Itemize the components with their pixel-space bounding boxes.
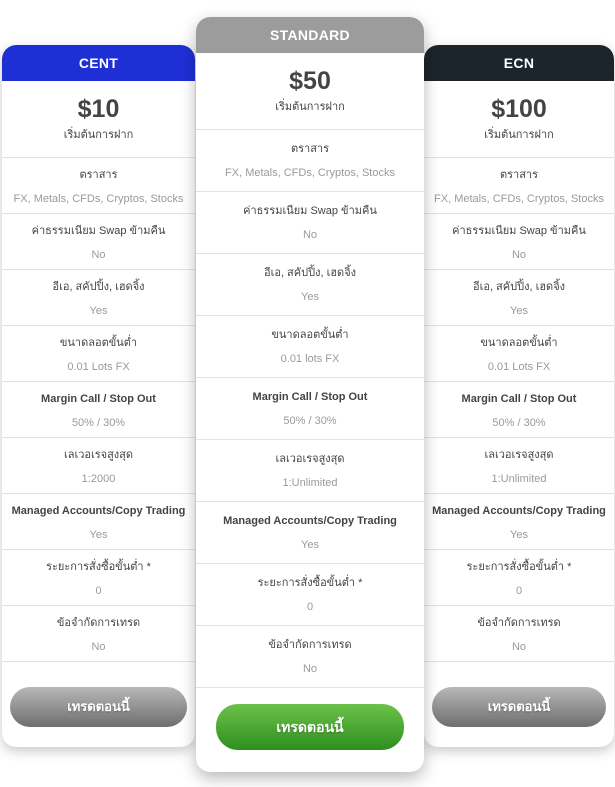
feature-label: ข้อจำกัดการเทรด: [477, 617, 561, 629]
feature-value: No: [511, 641, 527, 653]
feature-label: ขนาดลอตขั้นต่ำ: [271, 329, 349, 341]
feature-row: [2, 550, 195, 606]
feature-value: 0.01 Lots FX: [487, 361, 551, 373]
feature-label: ตราสาร: [79, 169, 118, 181]
pricing-card-standard: [196, 17, 424, 772]
feature-row: [2, 326, 195, 382]
feature-label: ตราสาร: [499, 169, 539, 181]
card-header: CENT: [2, 45, 195, 81]
feature-list: [424, 158, 614, 662]
feature-row: [196, 378, 424, 440]
feature-row: [2, 214, 195, 270]
feature-value: Yes: [89, 305, 108, 317]
feature-row: [196, 316, 424, 378]
pricing-card-cent: [2, 45, 195, 747]
feature-row: [196, 626, 424, 688]
feature-label: อีเอ, สคัปปิ้ง, เฮดจิ้ง: [52, 281, 145, 293]
feature-label: ข้อจำกัดการเทรด: [268, 639, 352, 651]
feature-value: Yes: [301, 291, 319, 303]
feature-row: [424, 606, 614, 662]
price-block: [2, 81, 195, 158]
feature-row: [196, 192, 424, 254]
feature-label: ค่าธรรมเนียม Swap ข้ามคืน: [452, 225, 586, 237]
feature-value: No: [91, 249, 106, 261]
feature-list: [2, 158, 195, 662]
feature-label: เลเวอเรจสูงสุด: [484, 449, 554, 461]
deposit-label: เริ่มต้นการฝาก: [275, 101, 345, 113]
feature-label: ระยะการสั่งซื้อขั้นต่ำ *: [257, 577, 363, 589]
feature-value: FX, Metals, CFDs, Cryptos, Stocks: [13, 193, 184, 205]
price-block: [196, 53, 424, 130]
feature-value: 0.01 lots FX: [280, 353, 340, 365]
feature-value: Yes: [510, 529, 528, 541]
feature-label: ขนาดลอตขั้นต่ำ: [59, 337, 138, 349]
feature-row: [2, 158, 195, 214]
feature-row: [2, 494, 195, 550]
card-header: STANDARD: [196, 17, 424, 53]
feature-row: [196, 564, 424, 626]
feature-label: ระยะการสั่งซื้อขั้นต่ำ *: [46, 561, 151, 573]
feature-value: 1:2000: [81, 473, 116, 485]
feature-label: Managed Accounts/Copy Trading: [11, 505, 186, 517]
feature-value: No: [302, 663, 318, 675]
feature-row: [424, 214, 614, 270]
card-header: ECN: [424, 45, 614, 81]
feature-row: [424, 550, 614, 606]
feature-value: Yes: [301, 539, 319, 551]
feature-value: 0.01 Lots FX: [67, 361, 130, 373]
feature-row: [424, 326, 614, 382]
pricing-card-ecn: [424, 45, 614, 747]
price: $50: [289, 67, 331, 95]
feature-label: ระยะการสั่งซื้อขั้นต่ำ *: [466, 561, 572, 573]
feature-value: No: [511, 249, 527, 261]
feature-label: Margin Call / Stop Out: [41, 393, 156, 405]
feature-value: 50% / 30%: [71, 417, 126, 429]
feature-value: 50% / 30%: [492, 417, 546, 429]
feature-row: [2, 606, 195, 662]
feature-label: อีเอ, สคัปปิ้ง, เฮดจิ้ง: [263, 267, 357, 279]
feature-value: FX, Metals, CFDs, Cryptos, Stocks: [434, 193, 604, 205]
price: $10: [77, 95, 120, 123]
price: $100: [491, 95, 547, 123]
feature-value: Yes: [89, 529, 108, 541]
feature-row: [424, 158, 614, 214]
feature-value: 0: [306, 601, 314, 613]
trade-now-button[interactable]: เทรดตอนนี้: [216, 704, 404, 750]
feature-label: Margin Call / Stop Out: [252, 391, 368, 403]
feature-label: ข้อจำกัดการเทรด: [56, 617, 141, 629]
feature-row: [424, 382, 614, 438]
feature-label: ตราสาร: [290, 143, 330, 155]
trade-now-button[interactable]: เทรดตอนนี้: [432, 687, 606, 727]
trade-now-button[interactable]: เทรดตอนนี้: [10, 687, 187, 727]
feature-value: No: [302, 229, 318, 241]
feature-label: ค่าธรรมเนียม Swap ข้ามคืน: [243, 205, 377, 217]
feature-value: Yes: [510, 305, 528, 317]
price-block: [424, 81, 614, 158]
feature-row: [196, 130, 424, 192]
feature-value: 50% / 30%: [283, 415, 337, 427]
feature-value: No: [91, 641, 106, 653]
deposit-label: เริ่มต้นการฝาก: [63, 129, 134, 141]
feature-label: ค่าธรรมเนียม Swap ข้ามคืน: [31, 225, 166, 237]
feature-value: 1:Unlimited: [282, 477, 338, 489]
feature-row: [424, 270, 614, 326]
feature-label: เลเวอเรจสูงสุด: [275, 453, 345, 465]
feature-row: [196, 440, 424, 502]
feature-label: ขนาดลอตขั้นต่ำ: [480, 337, 558, 349]
feature-row: [2, 270, 195, 326]
feature-value: 1:Unlimited: [491, 473, 547, 485]
feature-value: 0: [95, 585, 102, 597]
feature-row: [2, 438, 195, 494]
feature-row: [2, 382, 195, 438]
feature-label: Managed Accounts/Copy Trading: [432, 505, 606, 517]
feature-label: Managed Accounts/Copy Trading: [223, 515, 397, 527]
feature-label: Margin Call / Stop Out: [461, 393, 577, 405]
deposit-label: เริ่มต้นการฝาก: [484, 129, 554, 141]
feature-list: [196, 130, 424, 688]
feature-label: เลเวอเรจสูงสุด: [63, 449, 134, 461]
feature-label: อีเอ, สคัปปิ้ง, เฮดจิ้ง: [472, 281, 566, 293]
feature-row: [196, 502, 424, 564]
feature-row: [196, 254, 424, 316]
feature-row: [424, 494, 614, 550]
feature-value: FX, Metals, CFDs, Cryptos, Stocks: [225, 167, 395, 179]
feature-value: 0: [515, 585, 523, 597]
feature-row: [424, 438, 614, 494]
